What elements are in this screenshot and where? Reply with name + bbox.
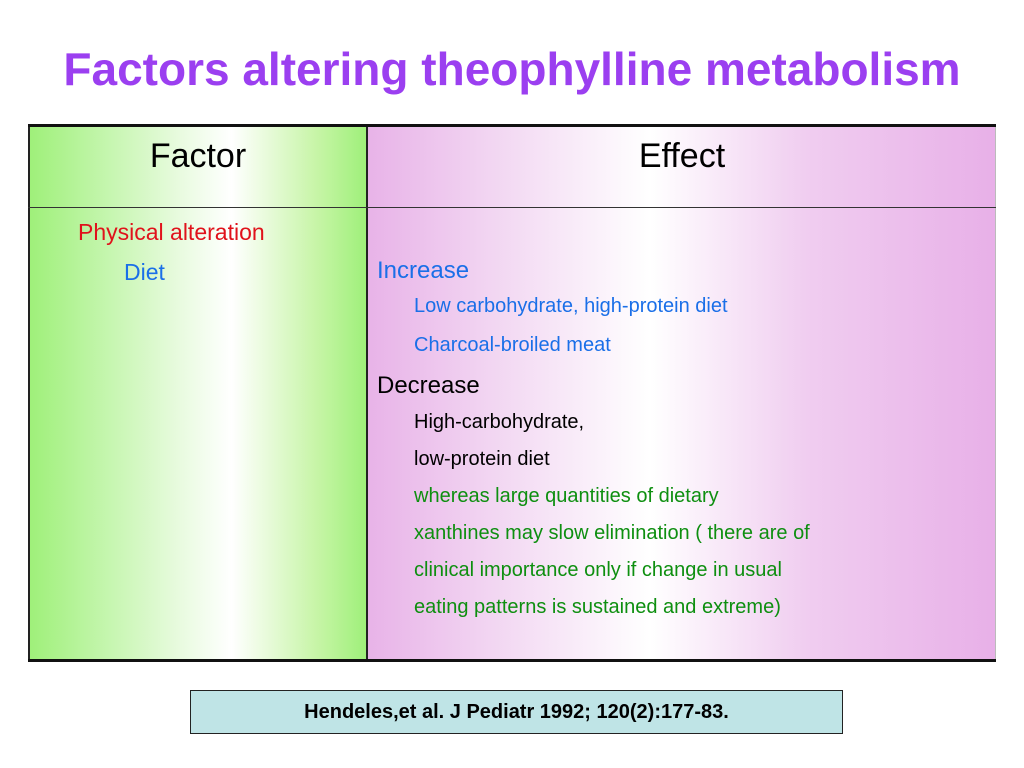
note-line: clinical importance only if change in usual [414,559,782,581]
citation-text: Hendeles,et al. J Pediatr 1992; 120(2):177-83. [304,700,729,723]
header-factor: Factor [149,137,247,175]
decrease-item: low-protein diet [414,448,550,470]
note-line: eating patterns is sustained and extreme) [414,596,781,618]
header-effect: Effect [638,137,726,175]
increase-item: Charcoal-broiled meat [414,334,611,356]
header-divider [28,207,996,208]
decrease-item: High-carbohydrate, [414,411,585,433]
citation-box [190,690,843,734]
decrease-label: Decrease [377,372,480,399]
slide-title: Factors altering theophylline metabolism [63,43,961,95]
note-line: xanthines may slow elimination ( there are of [414,522,810,544]
note-line: whereas large quantities of dietary [414,485,719,507]
increase-item: Low carbohydrate, high-protein diet [414,295,728,317]
factors-table [28,124,996,662]
factor-category: Physical alteration [78,219,265,245]
factor-item: Diet [124,259,165,285]
increase-label: Increase [377,257,470,284]
